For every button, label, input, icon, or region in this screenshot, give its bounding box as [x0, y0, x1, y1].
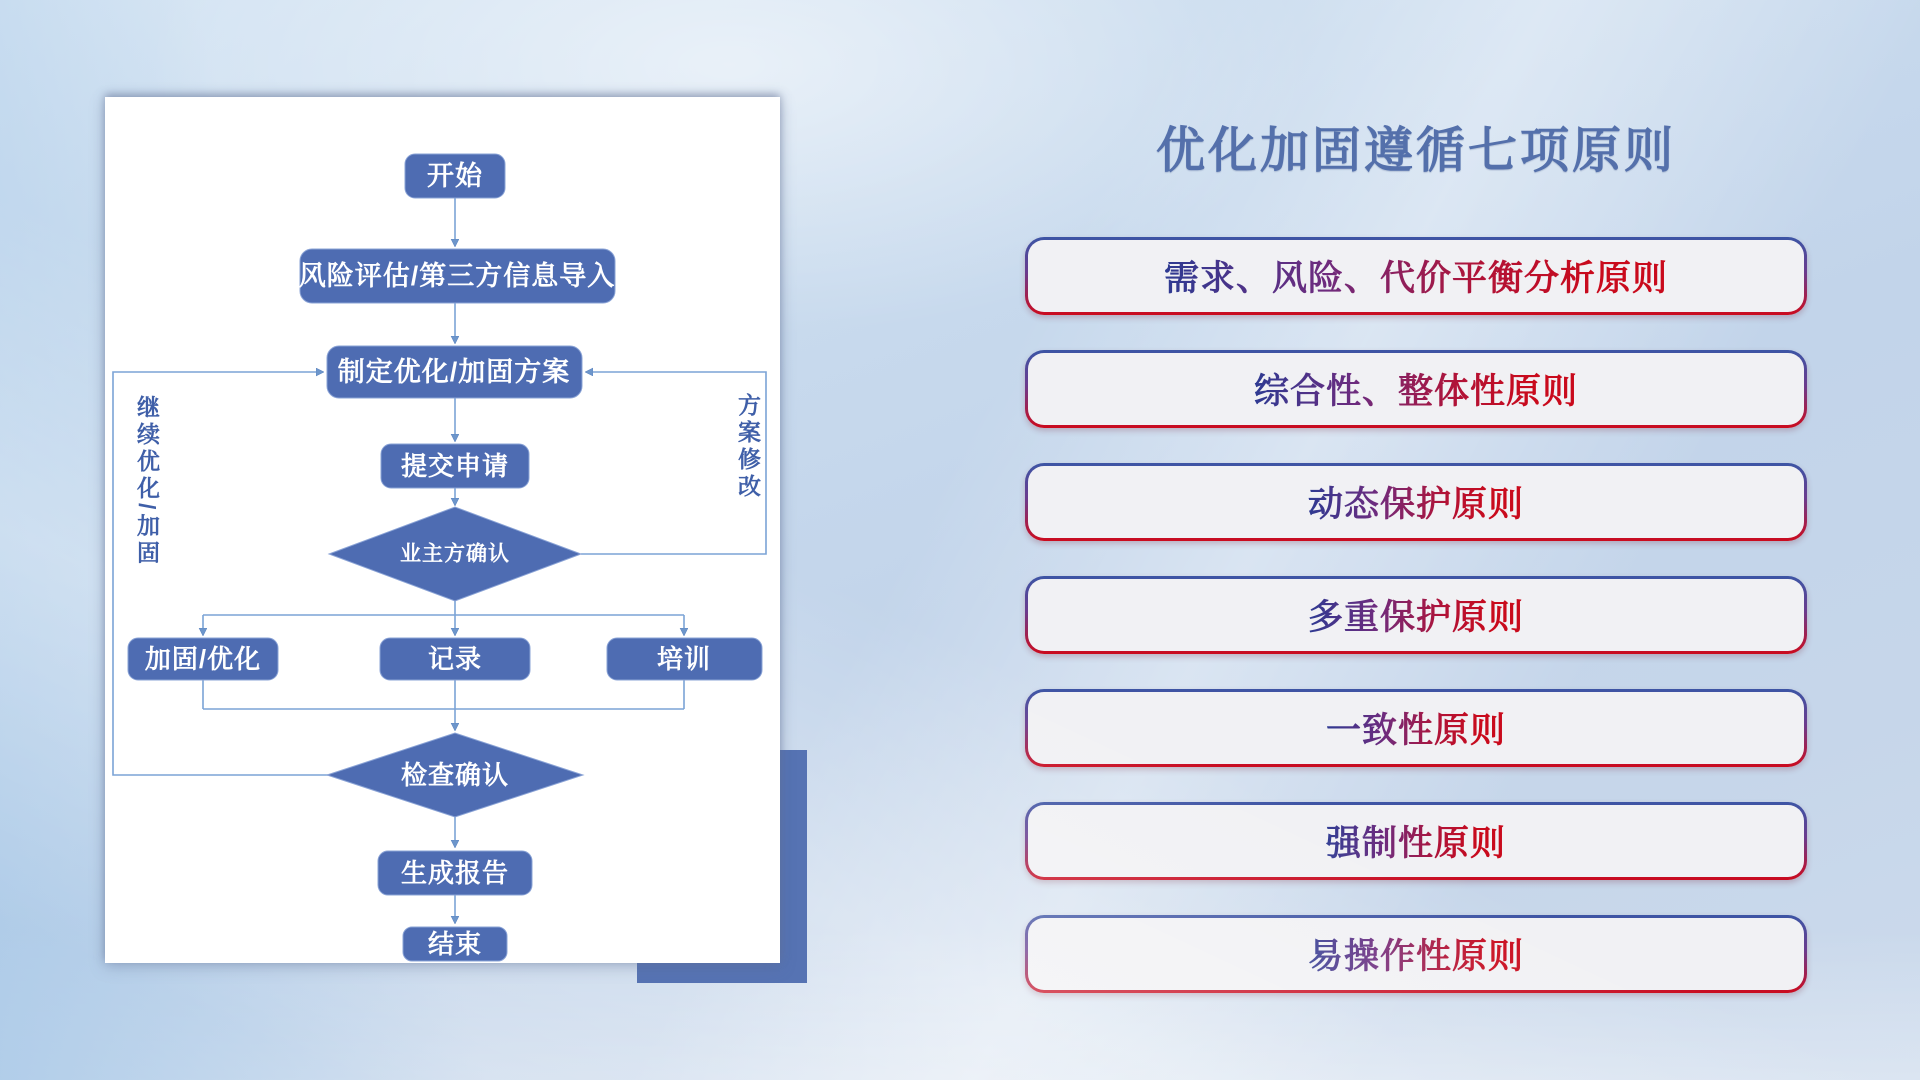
flow-node-risk-assessment — [299, 249, 616, 303]
principle-card-6-label: 强制性原则 — [1326, 816, 1506, 866]
principle-card-1-inner — [1028, 240, 1804, 312]
flow-node-submit-application — [381, 444, 529, 488]
flow-node-owner-confirm — [329, 507, 581, 601]
flow-node-start-label: 开始 — [427, 161, 483, 191]
flow-node-generate-report — [378, 851, 532, 895]
principle-card-3-inner — [1028, 466, 1804, 538]
flowchart-canvas — [105, 97, 780, 963]
principle-card-4 — [1025, 576, 1807, 654]
principle-card-2 — [1025, 350, 1807, 428]
flow-node-end — [403, 927, 507, 961]
loop-label-continue-optimize: 继续优化/加固 — [134, 395, 160, 568]
principle-card-3 — [1025, 463, 1807, 541]
flow-node-record — [380, 638, 530, 680]
connector-diamond-split — [203, 601, 684, 615]
principle-card-7-label: 易操作性原则 — [1308, 929, 1524, 979]
principle-card-7-inner — [1028, 918, 1804, 990]
principle-card-1 — [1025, 237, 1807, 315]
principle-card-2-label: 综合性、整体性原则 — [1254, 364, 1578, 414]
flow-node-harden-optimize-label: 加固/优化 — [144, 644, 262, 674]
principle-card-3-label: 动态保护原则 — [1308, 477, 1524, 527]
principle-card-5-label: 一致性原则 — [1326, 703, 1506, 753]
principle-card-5-inner — [1028, 692, 1804, 764]
flow-node-submit-application-label: 提交申请 — [400, 451, 510, 481]
flow-node-check-confirm — [327, 733, 583, 817]
flowchart-svg — [105, 97, 780, 963]
flow-node-risk-assessment-label: 风险评估/第三方信息导入 — [298, 261, 616, 291]
principle-card-1-label: 需求、风险、代价平衡分析原则 — [1164, 251, 1668, 301]
flow-node-training — [607, 638, 762, 680]
flow-node-make-plan — [327, 346, 582, 398]
flow-node-end-label: 结束 — [427, 929, 483, 959]
principle-card-5 — [1025, 689, 1807, 767]
flow-node-harden-optimize — [128, 638, 278, 680]
principle-card-6 — [1025, 802, 1807, 880]
principle-card-7 — [1025, 915, 1807, 993]
flow-node-owner-confirm-label: 业主方确认 — [400, 542, 510, 566]
principle-card-4-label: 多重保护原则 — [1308, 590, 1524, 640]
principle-card-6-inner — [1028, 805, 1804, 877]
principle-card-4-inner — [1028, 579, 1804, 651]
flow-node-make-plan-label: 制定优化/加固方案 — [337, 357, 571, 387]
principles-title: 优化加固遵循七项原则 — [1155, 124, 1676, 178]
flow-node-check-confirm-label: 检查确认 — [400, 760, 510, 790]
flow-node-training-label: 培训 — [656, 644, 712, 674]
flow-node-generate-report-label: 生成报告 — [400, 858, 510, 888]
principle-card-2-inner — [1028, 353, 1804, 425]
flow-node-start — [405, 154, 505, 198]
connector-collector-bottom — [203, 680, 684, 709]
flow-node-record-label: 记录 — [427, 644, 483, 674]
loop-label-plan-revision: 方案修改 — [735, 393, 761, 501]
